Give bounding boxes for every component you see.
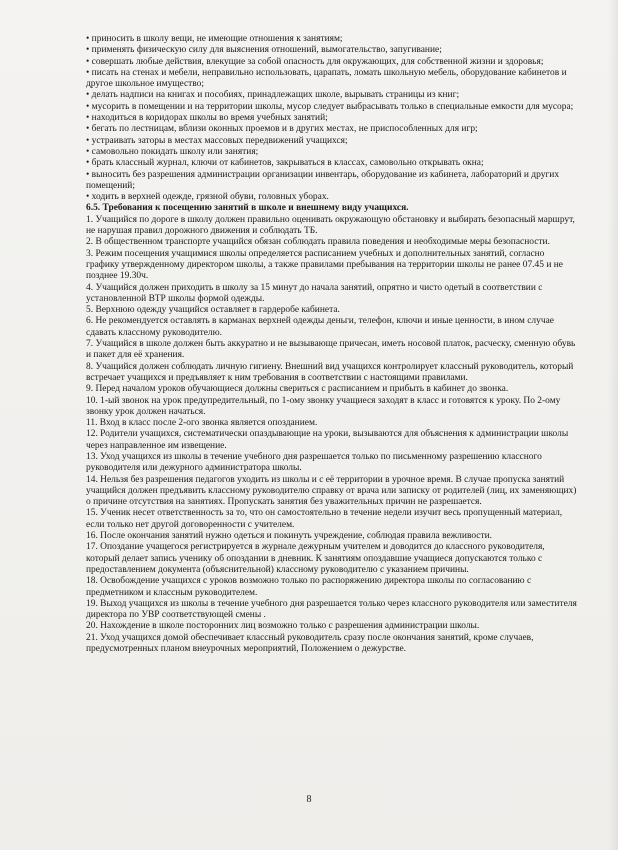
rule-item: 16. После окончания занятий нужно одеться и покинуть учреждение, соблюдая правила вежливости. bbox=[86, 531, 493, 542]
list-item: • находиться в коридорах школы во время учебных занятий; bbox=[86, 113, 578, 124]
rule-item: 15. Ученик несет ответственность за то, что он самостоятельно в течение недели изучит весь пропущенный материал, если только нет другой договоренности с учителем. bbox=[86, 508, 563, 530]
rule-item: 10. 1-ый звонок на урок предупредительный, по 1-ому звонку учащиеся заходят в класс и готовятся к уроку. По 2-ому звонку урок должен начаться. bbox=[86, 395, 561, 417]
rule-item: 3. Режим посещения учащимися школы определяется расписанием учебных и дополнительных занятий, согласно графику утвержденному директором школы, а также правилами пребывания на территории школы не ранее 07.45 и не позднее 19.30ч. bbox=[86, 248, 563, 282]
rule-item: 17. Опоздание учащегося регистрируется в журнале дежурным учителем и доводится до классного руководителя, который делает запись ученику об опоздании в дневник. К занятиям опоздавшие учащиеся допускаются только с предоставлением документа (объяснительной) классному руководителю с указанием причины. bbox=[86, 542, 545, 575]
rule-item: 6. Не рекомендуется оставлять в карманах верхней одежды деньги, телефон, ключи и иные ценности, в ином случае сдавать классному руководителю. bbox=[86, 316, 554, 338]
rule-item: 12. Родители учащихся, систематически опаздывающие на уроки, вызываются для объяснения к администрации школы через направленное им извещение. bbox=[86, 429, 569, 451]
list-item: • применять физическую силу для выяснения отношений, вымогательство, запугивание; bbox=[86, 45, 578, 56]
rule-item: 18. Освобождение учащихся с уроков возможно только по распоряжению директора школы по согласованию с предметником и классным руководителем. bbox=[86, 576, 532, 598]
rule-item: 4. Учащийся должен приходить в школу за 15 минут до начала занятий, опрятно и чисто одетый в соответствии с установленной ВТР школы формой одежды. bbox=[86, 282, 543, 304]
document-body bbox=[86, 34, 578, 655]
rule-item: 20. Нахождение в школе посторонних лиц возможно только с разрешения администрации школы. bbox=[86, 621, 480, 632]
list-item: • писать на стенах и мебели, неправильно использовать, царапать, ломать школьную мебель, оборудование кабинетов и другое школьное имущество; bbox=[86, 68, 578, 91]
list-item: • делать надписи на книгах и пособиях, принадлежащих школе, вырывать страницы из книг; bbox=[86, 90, 578, 101]
list-item: • самовольно покидать школу или занятия; bbox=[86, 147, 578, 158]
rule-item: 7. Учащийся в школе должен быть аккуратно и не вызывающе причесан, иметь носовой платок, расческу, сменную обувь и пакет для её хранения. bbox=[86, 339, 576, 361]
list-item: • выносить без разрешения администрации организации инвентарь, оборудование из кабинета, лабораторий и других помещений; bbox=[86, 170, 578, 193]
section-heading: 6.5. Требования к посещению занятий в школе и внешнему виду учащихся. bbox=[86, 203, 409, 214]
list-item: • бегать по лестницам, вблизи оконных проемов и в других местах, не приспособленных для игр; bbox=[86, 124, 578, 135]
list-item: • ходить в верхней одежде, грязной обуви, головных уборах. bbox=[86, 192, 578, 203]
rule-item: 19. Выход учащихся из школы в течение учебного дня разрешается только через классного руководителя или заместителя директора по УВР соответствующей смены . bbox=[86, 598, 577, 621]
rule-item: 9. Перед началом уроков обучающиеся должны свериться с расписанием и прибыть в кабинет до звонка. bbox=[86, 384, 509, 395]
rule-item: 1. Учащийся по дороге в школу должен правильно оценивать окружающую обстановку и выбирать безопасный маршрут, не нарушая правил дорожного движения и соблюдать ТБ. bbox=[86, 214, 575, 237]
rule-item: 13. Уход учащихся из школы в течение учебного дня разрешается только по письменному разрешению классного руководителя или дежурного администратора школы. bbox=[86, 451, 542, 474]
rule-item: 8. Учащийся должен соблюдать личную гигиену. Внешний вид учащихся контролирует классный руководитель, который встречает учащихся и предъявляет к ним требования в соответствии с настоящими правилами. bbox=[86, 361, 574, 383]
list-item: • брать классный журнал, ключи от кабинетов, закрываться в классах, самовольно открывать окна; bbox=[86, 158, 578, 169]
list-item: • совершать любые действия, влекущие за собой опасность для окружающих, для собственной жизни и здоровья; bbox=[86, 57, 578, 68]
rule-item: 21. Уход учащихся домой обеспечивает классный руководитель сразу после окончания занятий, кроме случаев, предусмотренных планом внеурочных мероприятий, Положением о дежурстве. bbox=[86, 632, 534, 655]
page-number: 8 bbox=[306, 794, 312, 805]
rule-item: 2. В общественном транспорте учащийся обязан соблюдать правила поведения и необходимые меры безопасности. bbox=[86, 237, 550, 248]
rule-item: 11. Вход в класс после 2-ого звонка является опозданием. bbox=[86, 418, 318, 429]
list-item: • приносить в школу вещи, не имеющие отношения к занятиям; bbox=[86, 34, 578, 45]
rule-item: 5. Верхнюю одежду учащийся оставляет в гардеробе кабинета. bbox=[86, 305, 340, 316]
rule-item: 14. Нельзя без разрешения педагогов уходить из школы и с её территории в урочное время. В случае пропуска занятий учащийся должен предъявить классному руководителю справку от врача или записку от родителей (лиц, их заменяющих) о причине отсутствия на занятиях. Пропускать занятия без уважительных причин не разрешается. bbox=[86, 474, 577, 508]
list-item: • мусорить в помещении и на территории школы, мусор следует выбрасывать только в специальные емкости для мусора; bbox=[86, 102, 578, 113]
list-item: • устраивать заторы в местах массовых передвижений учащихся; bbox=[86, 136, 578, 147]
